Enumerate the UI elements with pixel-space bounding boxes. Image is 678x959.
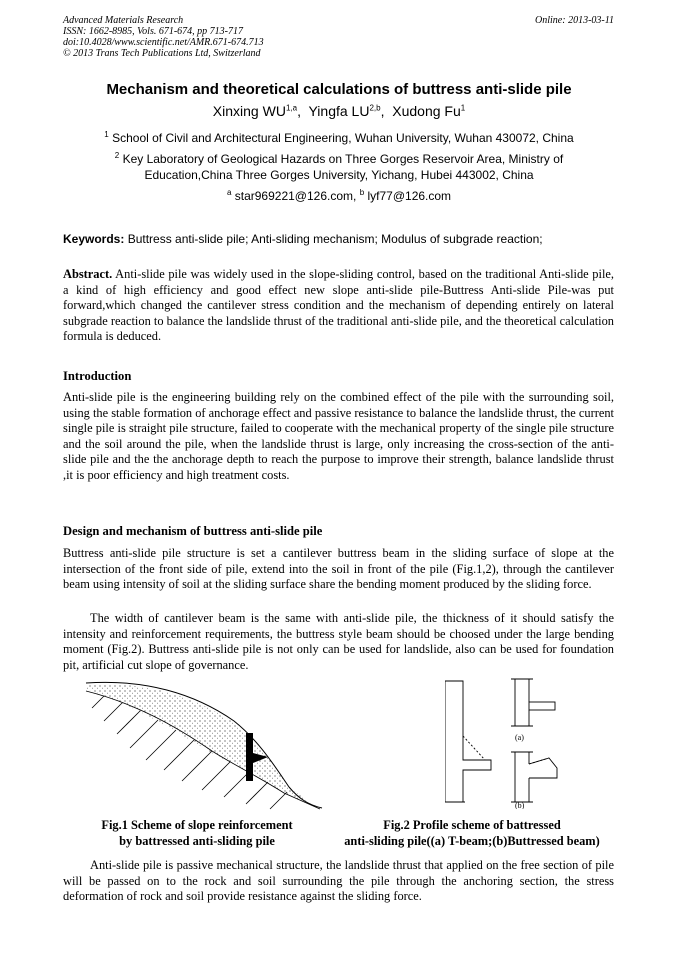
caption-line: Fig.1 Scheme of slope reinforcement bbox=[101, 818, 293, 832]
author-name: Yingfa LU bbox=[308, 103, 370, 119]
keywords bbox=[63, 232, 614, 248]
email-text: star969221@126.com, bbox=[234, 189, 357, 203]
caption-line: by battressed anti-sliding pile bbox=[119, 834, 275, 848]
abstract-text: Anti-slide pile was widely used in the slope-sliding control, based on the traditional Anti-slide pile, a kind of high efficiency and good effect new slope anti-slide pile-Buttress Anti-slide Pile-was put forward,which changed the cantilever stress condition and the mechanism of depending entirely on lateral subgrade reaction to balance the landslide thrust of the traditional anti-slide pile, and the theoretical calculation formula is deduced. bbox=[63, 267, 614, 344]
abstract bbox=[63, 267, 614, 345]
figure-2-profile-diagram bbox=[445, 674, 580, 809]
keywords-label: Keywords: bbox=[63, 232, 125, 246]
figure-1-slope-diagram bbox=[84, 675, 324, 810]
section-heading-introduction: Introduction bbox=[63, 369, 132, 383]
affiliation-1 bbox=[0, 130, 678, 146]
affiliation-2 bbox=[0, 151, 678, 183]
author-separator: , bbox=[380, 103, 393, 119]
abstract-label: Abstract. bbox=[63, 267, 113, 281]
figure-2b-label: (b) bbox=[515, 801, 525, 809]
author-name: Xudong Fu bbox=[392, 103, 461, 119]
affiliation-text: Education,China Three Gorges University, Yichang, Hubei 443002, China bbox=[144, 168, 534, 182]
issn-line: ISSN: 1662-8985, Vols. 671-674, pp 713-717 bbox=[63, 26, 243, 37]
affiliation-text: Key Laboratory of Geological Hazards on Three Gorges Reservoir Area, Ministry of bbox=[122, 152, 564, 166]
figure-2-caption bbox=[326, 817, 618, 849]
design-paragraph-1: Buttress anti-slide pile structure is set a cantilever buttress beam in the sliding surface of slope at the intersection of the front side of pile, extend into the soil in front of the pile (Fig.1,2), through the cantilever beam using intensity of soil at the sliding surface share the bending moment produced by the sliding force. bbox=[63, 546, 614, 592]
email-sup: a bbox=[226, 188, 232, 197]
paper-title: Mechanism and theoretical calculations of buttress anti-slide pile bbox=[106, 81, 572, 98]
figure-1-caption bbox=[80, 817, 314, 849]
email-text: lyf77@126.com bbox=[367, 189, 452, 203]
affiliation-text: School of Civil and Architectural Engineering, Wuhan University, Wuhan 430072, China bbox=[112, 131, 574, 145]
closing-paragraph: Anti-slide pile is passive mechanical structure, the landslide thrust that applied on the free section of pile will be passed on to the rock and soil surrounding the pile through the anchoring section, the stress deformation of rock and soil provide resistance against the sliding force. bbox=[63, 858, 614, 904]
author-separator: , bbox=[297, 103, 309, 119]
email-line bbox=[0, 188, 678, 204]
design-paragraph-2: The width of cantilever beam is the same with anti-slide pile, the thickness of it should satisfy the intensity and reinforcement requirements, the buttress style beam should be choosed under the large bending moment (Fig.2). Buttress anti-slide pile is not only can be used for landslide, also can be used for foundation pit, artificial cut slope of governance. bbox=[63, 611, 614, 672]
author-sup: 2,b bbox=[369, 103, 381, 113]
online-date: Online: 2013-03-11 bbox=[535, 15, 614, 26]
affiliation-sup: 1 bbox=[104, 130, 109, 139]
journal-name: Advanced Materials Research bbox=[63, 15, 184, 26]
author-name: Xinxing WU bbox=[212, 103, 286, 119]
running-header bbox=[63, 15, 264, 59]
doi-line: doi:10.4028/www.scientific.net/AMR.671-674.713 bbox=[63, 37, 264, 48]
author-sup: 1,a bbox=[285, 103, 298, 113]
section-heading-design: Design and mechanism of buttress anti-slide pile bbox=[63, 524, 323, 538]
introduction-paragraph: Anti-slide pile is the engineering building rely on the combined effect of the pile with the surrounding soil, using the stable formation of anchorage effect and passive resistance to balance the landslide thrust, the current single pile is straight pile structure, failed to cooperate with the mechanical property of the single pile structure and the soil around the pile, when the landslide thrust is large, only increasing the cross-section of the anti-slide pile and the the anchorage depth to reach the purpose to improve their strength, balance landslide thrust ,it is poor efficiency and high treatment costs. bbox=[63, 390, 614, 482]
figure-2a-label: (a) bbox=[515, 733, 524, 742]
keywords-text: Buttress anti-slide pile; Anti-sliding mechanism; Modulus of subgrade reaction; bbox=[127, 232, 543, 246]
email-sup: b bbox=[359, 188, 365, 197]
author-list bbox=[0, 103, 678, 119]
affiliation-sup: 2 bbox=[114, 151, 120, 160]
caption-line: anti-sliding pile((a) T-beam;(b)Buttressed beam) bbox=[344, 834, 600, 848]
caption-line: Fig.2 Profile scheme of battressed bbox=[383, 818, 561, 832]
copyright-line: © 2013 Trans Tech Publications Ltd, Switzerland bbox=[63, 48, 261, 59]
author-sup: 1 bbox=[460, 103, 466, 113]
